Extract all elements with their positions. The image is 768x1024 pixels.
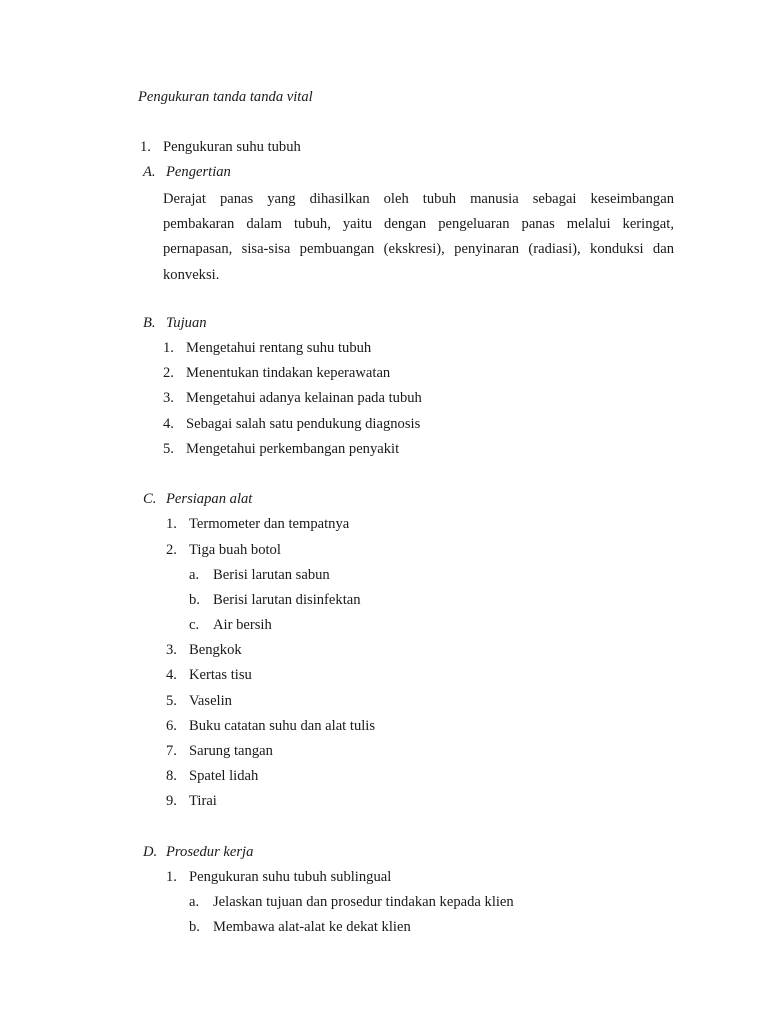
list-item: Buku catatan suhu dan alat tulis [189, 718, 376, 734]
list-number: 1. [166, 516, 177, 532]
list-number: 2. [163, 365, 174, 381]
list-number: 8. [166, 768, 177, 784]
sublist-letter: a. [189, 894, 200, 910]
subsection-heading-tujuan: Tujuan [166, 315, 207, 331]
list-item: Mengetahui adanya kelainan pada tubuh [186, 390, 422, 406]
paragraph-line: pernapasan, sisa-sisa pembuangan (ekskresi), penyinaran (radiasi), konduksi dan [163, 241, 674, 258]
list-item: Sarung tangan [189, 743, 273, 759]
subsection-letter-a: A. [143, 164, 156, 180]
list-number: 9. [166, 793, 177, 809]
list-item: Mengetahui perkembangan penyakit [186, 441, 400, 457]
list-number: 5. [166, 693, 177, 709]
sublist-letter: b. [189, 919, 200, 935]
subsection-heading-persiapan-alat: Persiapan alat [166, 491, 253, 507]
list-number: 7. [166, 743, 177, 759]
list-item: Tiga buah botol [189, 542, 281, 558]
subsection-heading-prosedur-kerja: Prosedur kerja [166, 844, 254, 860]
list-item: Mengetahui rentang suhu tubuh [186, 340, 372, 356]
paragraph-line: konveksi. [163, 266, 220, 283]
sublist-letter: c. [189, 617, 200, 633]
definition-paragraph [163, 187, 674, 288]
list-item: Kertas tisu [189, 667, 252, 683]
paragraph-line: Derajat panas yang dihasilkan oleh tubuh manusia sebagai keseimbangan [163, 191, 674, 207]
sublist-item: Jelaskan tujuan dan prosedur tindakan kepada klien [213, 894, 514, 910]
subsection-letter-d: D. [143, 844, 158, 860]
sublist-letter: b. [189, 592, 200, 608]
sublist-item: Air bersih [213, 617, 272, 633]
list-number: 4. [163, 416, 174, 432]
list-number: 1. [163, 340, 174, 356]
section-number: 1. [140, 139, 151, 155]
subsection-letter-b: B. [143, 315, 156, 331]
sublist-item: Berisi larutan disinfektan [213, 592, 361, 608]
sublist-letter: a. [189, 567, 200, 583]
list-number: 5. [163, 441, 174, 457]
subsection-letter-c: C. [143, 491, 157, 507]
sublist-item: Berisi larutan sabun [213, 567, 330, 583]
list-number: 2. [166, 542, 177, 558]
list-number: 4. [166, 667, 177, 683]
paragraph-line: pembakaran dalam tubuh, yaitu dengan pengeluaran panas melalui keringat, [163, 216, 674, 233]
list-number: 1. [166, 869, 177, 885]
list-item: Sebagai salah satu pendukung diagnosis [186, 416, 421, 432]
list-item: Vaselin [189, 693, 232, 709]
section-title: Pengukuran suhu tubuh [163, 139, 301, 155]
list-item: Bengkok [189, 642, 242, 658]
list-number: 3. [163, 390, 174, 406]
list-item: Spatel lidah [189, 768, 259, 784]
list-number: 6. [166, 718, 177, 734]
list-item: Termometer dan tempatnya [189, 516, 350, 532]
list-item: Menentukan tindakan keperawatan [186, 365, 391, 381]
list-item: Pengukuran suhu tubuh sublingual [189, 869, 392, 885]
list-item: Tirai [189, 793, 217, 809]
subsection-heading-pengertian: Pengertian [166, 164, 231, 180]
list-number: 3. [166, 642, 177, 658]
document-title: Pengukuran tanda tanda vital [138, 89, 313, 105]
sublist-item: Membawa alat-alat ke dekat klien [213, 919, 411, 935]
